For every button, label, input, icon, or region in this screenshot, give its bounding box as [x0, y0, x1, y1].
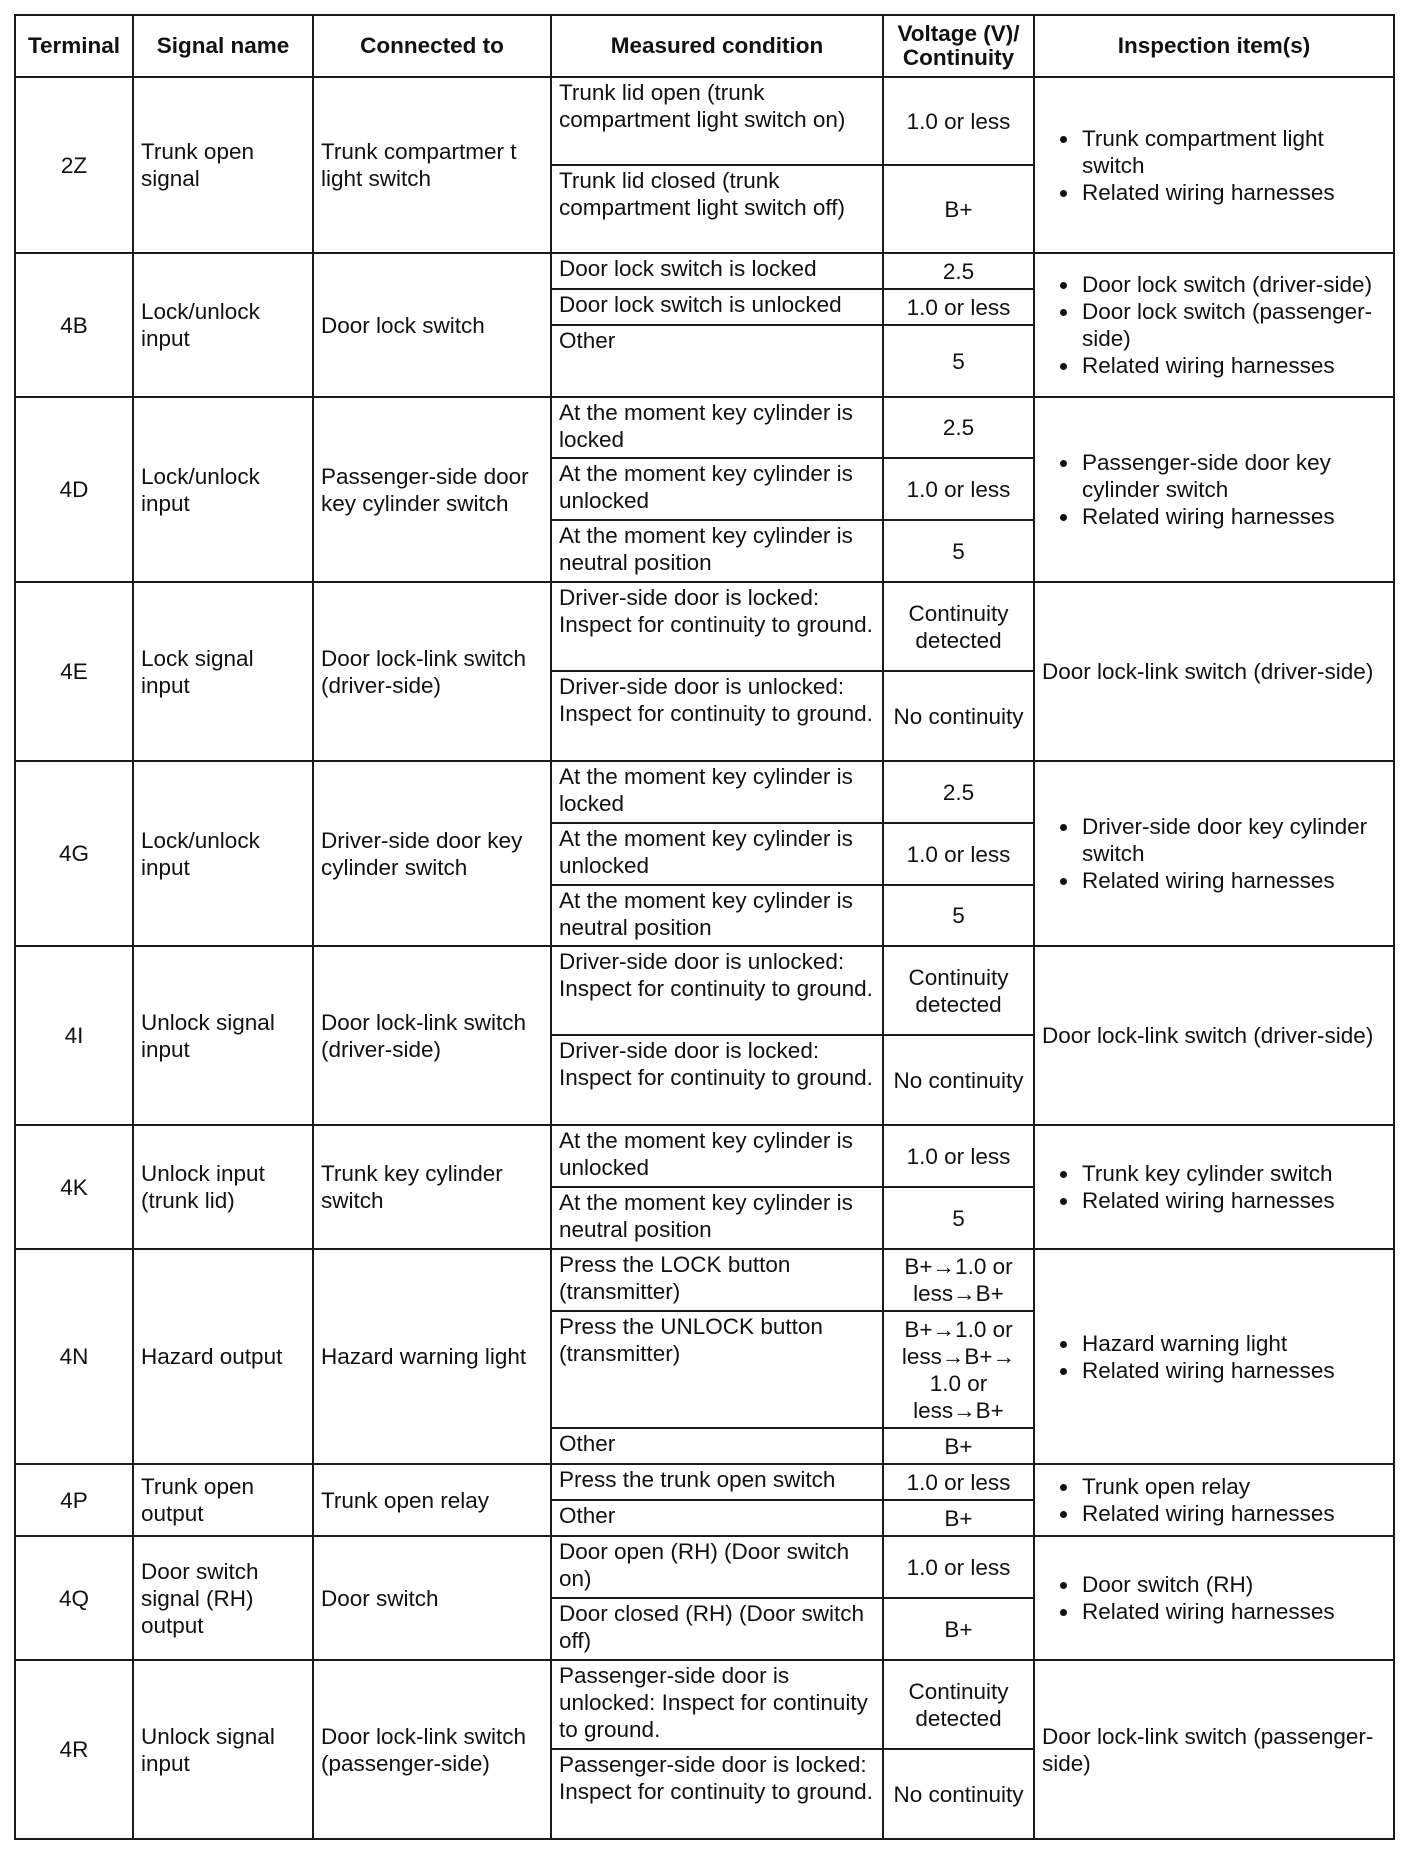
measured-condition-cell: Driver-side door is unlocked: Inspect for continuity to ground. [551, 946, 883, 1035]
inspection-list-item: • Related wiring harnesses [1080, 1500, 1386, 1527]
inspection-list-item: • Trunk key cylinder switch [1080, 1160, 1386, 1187]
terminal-cell: 4E [15, 582, 133, 761]
table-row [15, 1464, 1394, 1500]
voltage-value-cell: 2.5 [883, 397, 1034, 458]
terminal-cell: 4G [15, 761, 133, 946]
voltage-value-cell: No continuity [883, 1749, 1034, 1839]
inspection-table-container [14, 14, 1393, 1840]
connected-to-cell: Door switch [313, 1536, 551, 1660]
voltage-value-cell: 2.5 [883, 253, 1034, 289]
measured-condition-cell: Driver-side door is unlocked: Inspect for continuity to ground. [551, 671, 883, 761]
inspection-items-cell: Door lock-link switch (passenger-side) [1034, 1660, 1394, 1839]
measured-condition-cell: Passenger-side door is locked: Inspect for continuity to ground. [551, 1749, 883, 1839]
measured-condition-cell: At the moment key cylinder is locked [551, 761, 883, 823]
measured-condition-cell: Driver-side door is locked: Inspect for continuity to ground. [551, 1035, 883, 1125]
header-terminal: Terminal [15, 15, 133, 77]
voltage-value-cell: 2.5 [883, 761, 1034, 823]
measured-condition-cell: At the moment key cylinder is locked [551, 397, 883, 458]
voltage-value-cell: B+ [883, 1500, 1034, 1536]
table-row [15, 253, 1394, 289]
inspection-list-item: • Trunk compartment light switch [1080, 125, 1386, 179]
inspection-items-cell: Door lock-link switch (driver-side) [1034, 946, 1394, 1125]
measured-condition-cell: At the moment key cylinder is neutral position [551, 520, 883, 582]
inspection-list-item: • Related wiring harnesses [1080, 503, 1386, 530]
inspection-list [1042, 1330, 1386, 1384]
voltage-value-cell: 1.0 or less [883, 289, 1034, 325]
inspection-list [1042, 1160, 1386, 1214]
inspection-list-item: • Door switch (RH) [1080, 1571, 1386, 1598]
inspection-items-cell [1034, 1125, 1394, 1249]
table-row [15, 1536, 1394, 1598]
measured-condition-cell: Door lock switch is unlocked [551, 289, 883, 325]
inspection-list [1042, 1473, 1386, 1527]
measured-condition-cell: Other [551, 1500, 883, 1536]
header-connected-to: Connected to [313, 15, 551, 77]
inspection-list-item: • Related wiring harnesses [1080, 1357, 1386, 1384]
terminal-inspection-table [14, 14, 1395, 1840]
voltage-value-cell: 1.0 or less [883, 77, 1034, 165]
voltage-value-cell: No continuity [883, 1035, 1034, 1125]
connected-to-cell: Door lock switch [313, 253, 551, 397]
voltage-value-cell: 5 [883, 520, 1034, 582]
measured-condition-cell: Press the LOCK button (transmitter) [551, 1249, 883, 1311]
inspection-items-cell [1034, 77, 1394, 253]
inspection-list-item: • Door lock switch (passenger-side) [1080, 298, 1386, 352]
terminal-cell: 4N [15, 1249, 133, 1464]
terminal-cell: 4K [15, 1125, 133, 1249]
voltage-value-cell: 1.0 or less [883, 1125, 1034, 1187]
terminal-cell: 4B [15, 253, 133, 397]
connected-to-cell: Trunk key cylinder switch [313, 1125, 551, 1249]
voltage-value-cell: 1.0 or less [883, 1464, 1034, 1500]
inspection-list [1042, 271, 1386, 379]
signal-name-cell: Lock/unlock input [133, 253, 313, 397]
inspection-items-cell [1034, 1249, 1394, 1464]
signal-name-cell: Lock/unlock input [133, 397, 313, 582]
connected-to-cell: Door lock-link switch (driver-side) [313, 946, 551, 1125]
table-row [15, 397, 1394, 458]
measured-condition-cell: Door lock switch is locked [551, 253, 883, 289]
inspection-list [1042, 1571, 1386, 1625]
inspection-items-cell: Door lock-link switch (driver-side) [1034, 582, 1394, 761]
terminal-cell: 2Z [15, 77, 133, 253]
measured-condition-cell: Press the trunk open switch [551, 1464, 883, 1500]
table-row [15, 761, 1394, 823]
terminal-cell: 4Q [15, 1536, 133, 1660]
inspection-list-item: • Passenger-side door key cylinder switch [1080, 449, 1386, 503]
signal-name-cell: Unlock input (trunk lid) [133, 1125, 313, 1249]
voltage-value-cell: No continuity [883, 671, 1034, 761]
signal-name-cell: Lock/unlock input [133, 761, 313, 946]
signal-name-cell: Lock signal input [133, 582, 313, 761]
connected-to-cell: Hazard warning light [313, 1249, 551, 1464]
measured-condition-cell: At the moment key cylinder is neutral position [551, 885, 883, 946]
inspection-items-cell [1034, 1464, 1394, 1536]
voltage-value-cell: 5 [883, 325, 1034, 397]
signal-name-cell: Hazard output [133, 1249, 313, 1464]
voltage-value-cell: 1.0 or less [883, 1536, 1034, 1598]
table-body [15, 77, 1394, 1839]
table-row [15, 77, 1394, 165]
measured-condition-cell: At the moment key cylinder is unlocked [551, 458, 883, 520]
measured-condition-cell: At the moment key cylinder is neutral position [551, 1187, 883, 1249]
voltage-value-cell: 1.0 or less [883, 458, 1034, 520]
voltage-value-cell: B+ [883, 1598, 1034, 1660]
inspection-list-item: • Door lock switch (driver-side) [1080, 271, 1386, 298]
measured-condition-cell: At the moment key cylinder is unlocked [551, 1125, 883, 1187]
terminal-cell: 4P [15, 1464, 133, 1536]
voltage-value-cell: 1.0 or less [883, 823, 1034, 885]
voltage-value-cell: Continuity detected [883, 582, 1034, 671]
signal-name-cell: Unlock signal input [133, 1660, 313, 1839]
inspection-items-cell [1034, 761, 1394, 946]
signal-name-cell: Trunk open signal [133, 77, 313, 253]
measured-condition-cell: Press the UNLOCK button (transmitter) [551, 1311, 883, 1428]
measured-condition-cell: Other [551, 1428, 883, 1464]
inspection-list-item: • Related wiring harnesses [1080, 867, 1386, 894]
measured-condition-cell: Trunk lid closed (trunk compartment light switch off) [551, 165, 883, 253]
voltage-value-cell: B+→1.0 or less→B+→ 1.0 or less→B+ [883, 1311, 1034, 1428]
inspection-items-cell [1034, 253, 1394, 397]
table-row [15, 1125, 1394, 1187]
voltage-value-cell: B+ [883, 1428, 1034, 1464]
header-voltage-continuity: Voltage (V)/ Continuity [883, 15, 1034, 77]
inspection-items-cell [1034, 397, 1394, 582]
inspection-list-item: • Driver-side door key cylinder switch [1080, 813, 1386, 867]
voltage-value-cell: Continuity detected [883, 946, 1034, 1035]
connected-to-cell: Door lock-link switch (passenger-side) [313, 1660, 551, 1839]
inspection-list-item: • Related wiring harnesses [1080, 352, 1386, 379]
connected-to-cell: Driver-side door key cylinder switch [313, 761, 551, 946]
voltage-value-cell: B+→1.0 or less→B+ [883, 1249, 1034, 1311]
header-measured-condition: Measured condition [551, 15, 883, 77]
connected-to-cell: Trunk compartmer t light switch [313, 77, 551, 253]
header-row [15, 15, 1394, 77]
table-row [15, 1660, 1394, 1749]
inspection-list-item: • Related wiring harnesses [1080, 1598, 1386, 1625]
terminal-cell: 4D [15, 397, 133, 582]
signal-name-cell: Unlock signal input [133, 946, 313, 1125]
measured-condition-cell: Door closed (RH) (Door switch off) [551, 1598, 883, 1660]
connected-to-cell: Trunk open relay [313, 1464, 551, 1536]
header-signal-name: Signal name [133, 15, 313, 77]
inspection-list-item: • Related wiring harnesses [1080, 1187, 1386, 1214]
inspection-list-item: • Trunk open relay [1080, 1473, 1386, 1500]
measured-condition-cell: Door open (RH) (Door switch on) [551, 1536, 883, 1598]
measured-condition-cell: At the moment key cylinder is unlocked [551, 823, 883, 885]
measured-condition-cell: Other [551, 325, 883, 397]
signal-name-cell: Trunk open output [133, 1464, 313, 1536]
inspection-list [1042, 125, 1386, 206]
table-row [15, 582, 1394, 671]
measured-condition-cell: Trunk lid open (trunk compartment light switch on) [551, 77, 883, 165]
connected-to-cell: Passenger-side door key cylinder switch [313, 397, 551, 582]
inspection-list-item: • Hazard warning light [1080, 1330, 1386, 1357]
terminal-cell: 4I [15, 946, 133, 1125]
connected-to-cell: Door lock-link switch (driver-side) [313, 582, 551, 761]
header-inspection-items: Inspection item(s) [1034, 15, 1394, 77]
voltage-value-cell: 5 [883, 1187, 1034, 1249]
table-row [15, 946, 1394, 1035]
inspection-items-cell [1034, 1536, 1394, 1660]
terminal-cell: 4R [15, 1660, 133, 1839]
voltage-value-cell: Continuity detected [883, 1660, 1034, 1749]
measured-condition-cell: Passenger-side door is unlocked: Inspect for continuity to ground. [551, 1660, 883, 1749]
inspection-list-item: • Related wiring harnesses [1080, 179, 1386, 206]
inspection-list [1042, 449, 1386, 530]
voltage-value-cell: B+ [883, 165, 1034, 253]
inspection-list [1042, 813, 1386, 894]
signal-name-cell: Door switch signal (RH) output [133, 1536, 313, 1660]
voltage-value-cell: 5 [883, 885, 1034, 946]
table-row [15, 1249, 1394, 1311]
measured-condition-cell: Driver-side door is locked: Inspect for continuity to ground. [551, 582, 883, 671]
